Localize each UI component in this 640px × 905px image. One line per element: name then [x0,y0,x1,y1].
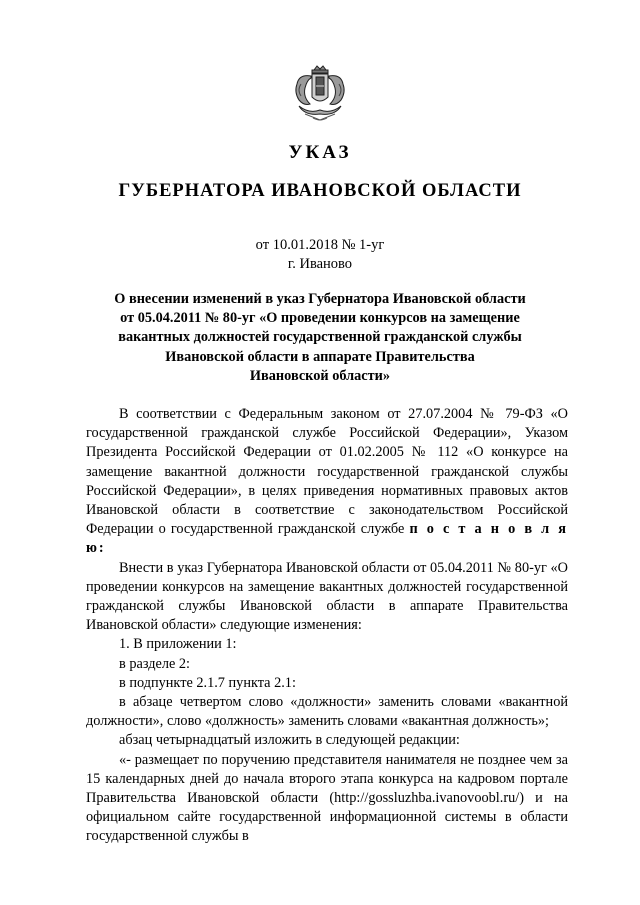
heading-line: Ивановской области в аппарате Правительства [165,348,475,365]
heading-line: Ивановской области» [249,367,391,384]
city: г. Иваново [287,256,353,272]
heading-line: вакантных должностей государственной гражданской службы [118,329,522,346]
heading-line: от 05.04.2011 № 80-уг «О проведении конкурсов на замещение [120,310,520,327]
decree-body [86,405,568,847]
body-paragraph: в разделе 2: [119,655,191,672]
body-paragraph: в подпункте 2.1.7 пункта 2.1: [119,674,296,691]
coat-of-arms-emblem [291,64,349,124]
body-paragraph: «- размещает по поручению представителя нанимателя не позднее чем за 15 календарных дней до начала второго этапа конкурса на кадровом портале Правительства Ивановской области (http://gossluzhba.ivanovoobl.ru/) и на официальном сайте государственной информационной системы в области государственной службы в [86,751,568,845]
body-paragraph: 1. В приложении 1: [119,636,237,653]
body-paragraph: абзац четырнадцатый изложить в следующей редакции: [119,732,460,749]
body-paragraph: в абзаце четвертом слово «должности» заменить словами «вакантной должности», слово «должность» заменить словами «вакантная должность»; [86,694,568,730]
preamble-text: В соответствии с Федеральным законом от 27.07.2004 № 79-ФЗ «О государственной гражданской службе Российской Федерации», Указом Президента Российской Федерации от 01.02.2005 № 112 «О конкурсе на замещение вакантной должности государственной гражданской службы Российской Федерации», в целях приведения нормативных правовых актов Ивановской области в соответствие с законодательством Российской Федерации о государственной гражданской службе [86,406,568,538]
resolve-word: п о с т а н о в л я ю: [86,521,568,557]
issuer-title: ГУБЕРНАТОРА ИВАНОВСКОЙ ОБЛАСТИ [118,181,522,201]
document-type-title: УКАЗ [288,142,352,163]
date-number: от 10.01.2018 № 1-уг [255,237,385,253]
body-paragraph: Внести в указ Губернатора Ивановской области от 05.04.2011 № 80-уг «О проведении конкурсов на замещение вакантных должностей государственной гражданской службы Ивановской области в аппарате Правительства Ивановской области» следующие изменения: [86,559,568,634]
decree-heading [104,290,536,386]
heading-line: О внесении изменений в указ Губернатора Ивановской области [114,291,526,307]
preamble-paragraph [86,405,568,559]
